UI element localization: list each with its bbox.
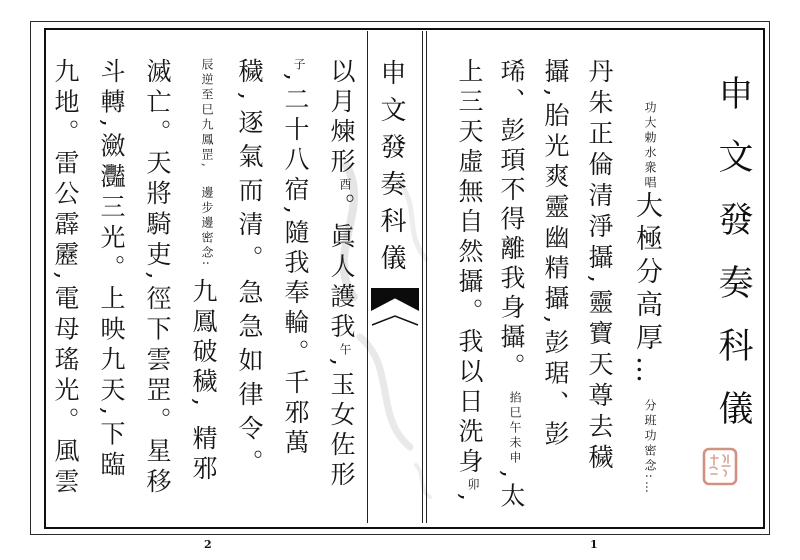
text-column [324, 31, 354, 523]
main-text-segment: 大極分高厚… [631, 191, 662, 389]
spine-title: 申文發奏科儀 [376, 59, 406, 281]
main-text-segment: 穢,逐氣而清。急急如律令。 [235, 58, 264, 483]
text-column [452, 31, 482, 523]
fishtail-icon [371, 288, 419, 311]
main-text-segment: 以月煉形 [327, 58, 356, 178]
text-column [140, 31, 170, 523]
annotation-segment: 子 [292, 58, 306, 73]
main-text-segment: 。眞人護我 [327, 193, 356, 343]
text-column [48, 31, 78, 523]
main-text-segment: ,二十八宿,隨我奉輪。千邪萬 [281, 73, 310, 459]
text-column [278, 31, 308, 523]
page-number-left: 2 [204, 538, 212, 551]
main-text-segment: 申文發奏科儀 [713, 75, 753, 453]
main-text-segment: ,玉女佐形 [327, 358, 356, 491]
text-column [232, 31, 262, 523]
main-text-segment: 九地。雷公霹靂,電母瑤光。風雲 [51, 58, 80, 499]
seal-icon [702, 446, 739, 487]
left-page [46, 31, 366, 523]
main-text-segment: 丹朱正倫清淨攝,靈寶天尊去穢 [585, 58, 614, 475]
main-text-segment: 滅亡。天將騎吏,徑下雲罡。星移 [143, 58, 172, 499]
main-text-segment: 攝,胎光爽靈幽精攝,彭琚、彭 [541, 58, 570, 451]
annotation-segment: 午 [338, 343, 352, 358]
annotation-segment: 卯 [466, 478, 480, 493]
text-column [538, 31, 568, 523]
main-text-segment: 九鳳破穢, [189, 277, 218, 411]
walk-instruction-column [186, 31, 216, 523]
main-text-segment: , [455, 493, 484, 506]
main-text-segment: 琋、彭頊不得離我身攝。 [497, 58, 526, 383]
spine [367, 31, 423, 523]
annotation-segment: 分班功密念:… [643, 399, 657, 497]
annotation-segment: 邊步邊密念: [200, 185, 214, 268]
annotation-segment: 功大勅水衆唱 [643, 101, 657, 191]
main-text-segment: 上三天虛無自然攝。我以日洗身 [455, 58, 484, 478]
collector-seal [702, 446, 739, 491]
page-number-right: 1 [590, 538, 598, 551]
main-text-segment: ,太 [497, 469, 526, 512]
chant-cue-column [630, 31, 660, 523]
fishtail-line-icon [371, 314, 419, 327]
text-column [94, 31, 124, 523]
main-text-segment: 精邪 [189, 424, 218, 485]
annotation-segment: 掐巳午未申 [508, 390, 522, 466]
text-column [582, 31, 612, 523]
annotation-segment: 酉 [338, 178, 352, 193]
main-text-segment: 斗轉,瀲灩三光。上映九天,下臨 [97, 58, 126, 482]
annotation-segment: 辰逆至巳九鳳罡, [200, 58, 214, 170]
text-column [494, 31, 524, 523]
